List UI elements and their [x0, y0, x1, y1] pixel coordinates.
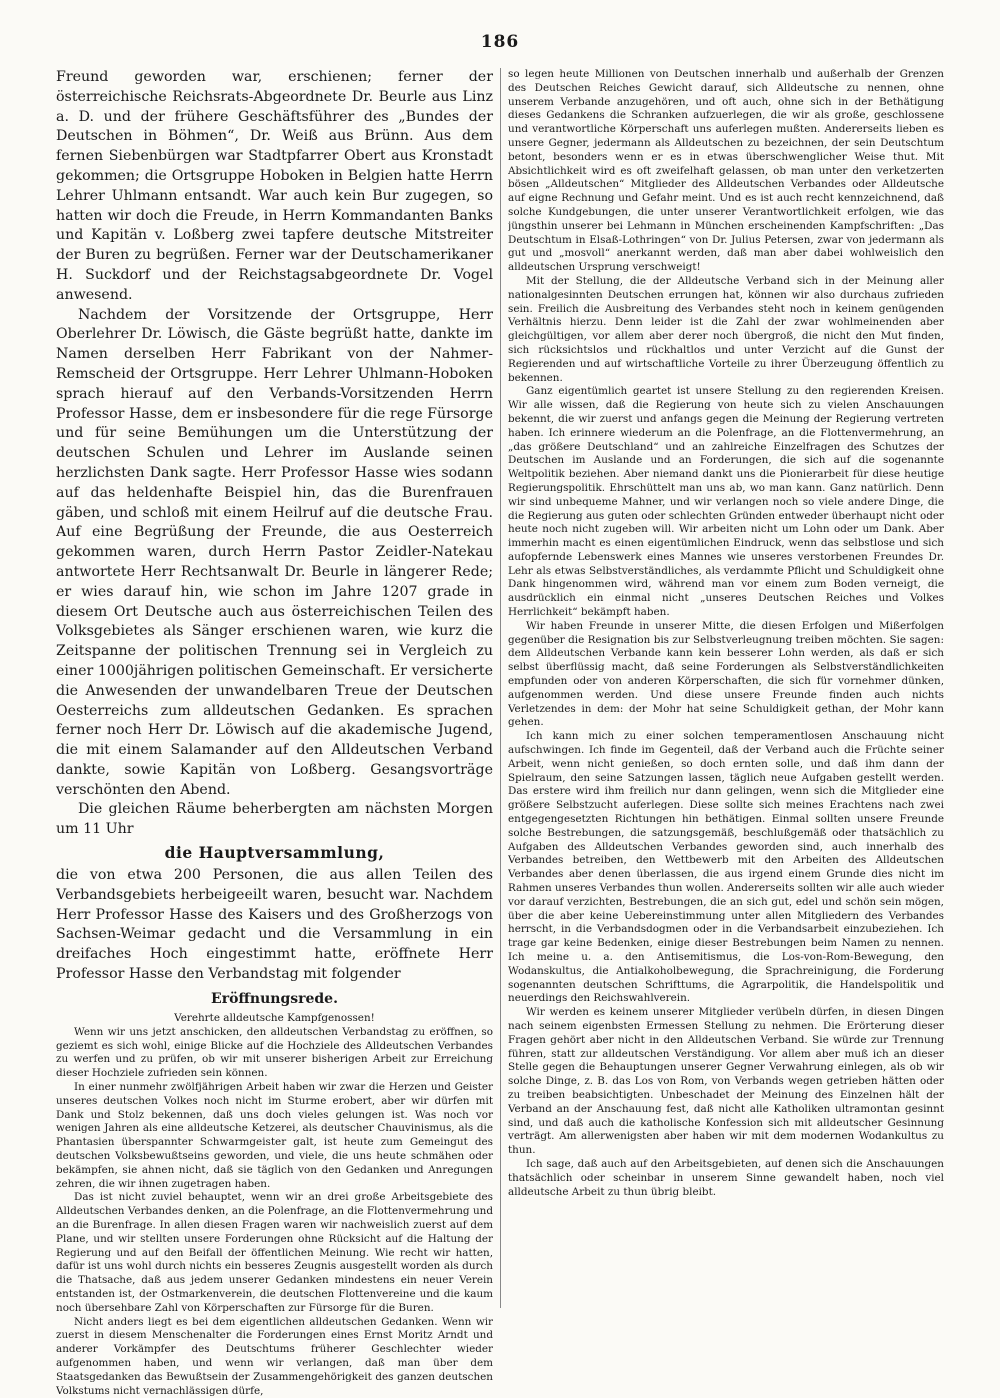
page-number: 186 — [480, 32, 520, 52]
paragraph: Nicht anders liegt es bei dem eigentlichen alldeutschen Gedanken. Wenn wir zuerst in diesem Menschenalter die Forderungen eines Ernst Moritz Arndt und anderer Vorkämpfer des Deutschtums früherer Geschlechter wieder aufgenommen haben, und wenn wir verlangen, daß man über dem Staatsgedanken das Bewußtsein der Zusammengehörigkeit des ganzen deutschen Volkstums nicht vernachlässigen dürfe, — [56, 1315, 493, 1397]
paragraph: Ganz eigentümlich geartet ist unsere Stellung zu den regierenden Kreisen. Wir alle wissen, daß die Regierung von heute sich zu vielen Anschauungen bekennt, die wir zuerst und anfangs gegen die Meinung der Regierung vertreten haben. Ich erinnere wiederum an die Polenfrage, an die Flottenvermehrung, an „das größere Deutschland“ und an zahlreiche Einzelfragen des Schutzes der Deutschen im Auslande und an Forderungen, die sich auf die sogenannte Weltpolitik beziehen. Aber niemand dankt uns die Pionierarbeit für diese heutige Regierungspolitik. Ehrschüttelt man uns ab, wo man kann. Ganz natürlich. Denn wir sind unbequeme Mahner, und wir verlangen noch so viele andere Dinge, die die Regierung aus guten oder schlechten Gründen entweder überhaupt nicht oder heute noch nicht zugeben will. Wir arbeiten nicht um Lohn oder um Dank. Aber immerhin macht es einen eigentümlichen Eindruck, wenn das selbstlose und sich aufopfernde Lebenswerk eines Mannes wie unseres verstorbenen Freundes Dr. Lehr als etwas Selbstverständliches, als verdammte Pflicht und Schuldigkeit ohne Dank hingenommen wird, während man vor einem zum Boden verneigt, die ausdrücklich ein einmal nicht „unseres Deutschen Reiches und Volkes Herrlichkeit“ bekämpft haben. — [508, 385, 944, 619]
paragraph: Das ist nicht zuviel behauptet, wenn wir an drei große Arbeitsgebiete des Alldeutschen Verbandes denken, an die Polenfrage, an die Flottenvermehrung und an die Burenfrage. In allen diesen Fragen waren wir nachweislich zuerst auf dem Plane, und wir stellten unsere Forderungen ohne Rücksicht auf die Haltung der Regierung und auf den Beifall der öffentlichen Meinung. Wie recht wir hatten, dafür ist uns wohl durch nichts ein besseres Zeugnis ausgestellt worden als durch die Thatsache, daß aus jedem unserer Gedanken mindestens ein neuer Verein entstanden ist, der Ostmarkenverein, die deutschen Flottenvereine und die kaum noch übersehbare Zahl von Körperschaften zur Fürsorge für die Buren. — [56, 1191, 493, 1314]
salutation: Verehrte alldeutsche Kampfgenossen! — [174, 1011, 375, 1024]
paragraph: Wir haben Freunde in unserer Mitte, die diesen Erfolgen und Mißerfolgen gegenüber die Resignation bis zur Selbstverleugnung treiben möchten. Sie sagen: dem Alldeutschen Verbande kann kein besserer Lohn werden, als daß er sich selbst überflüssig macht, daß seine Forderungen als Selbstverständlichkeiten empfunden oder von anderen Körperschaften, die sich für vornehmer dünken, aufgenommen werden. Und diese unsere Freunde finden auch nichts Verletzendes in dem: der Mohr hat seine Schuldigkeit gethan, der Mohr kann gehen. — [508, 619, 944, 729]
paragraph: die von etwa 200 Personen, die aus allen Teilen des Verbandsgebiets herbeigeeilt waren, besucht war. Nachdem Herr Professor Hasse des Kaisers und des Großherzogs von Sachsen-Weimar gedacht und die Versammlung in ein dreifaches Hoch eingestimmt hatte, eröffnete Herr Professor Hasse den Verbandstag mit folgender — [56, 867, 493, 983]
paragraph: Freund geworden war, erschienen; ferner der österreichische Reichsrats-Abgeordnete Dr. Beurle aus Linz a. D. und der frühere Geschäftsführer des „Bundes der Deutschen in Böhmen“, Dr. Weiß aus Brünn. Aus dem fernen Siebenbürgen war Stadtpfarrer Obert aus Kronstadt gekommen; die Ortsgruppe Hoboken in Belgien hatte Herrn Lehrer Uhlmann entsandt. War auch kein Bur zugegen, so hatten wir doch die Freude, in Herrn Kommandanten Banks und Kapitän v. Loßberg zwei tapfere deutsche Mitstreiter der Buren zu begrüßen. Ferner war der Deutschamerikaner H. Suckdorf und der Reichstagsabgeordnete Dr. Vogel anwesend. — [56, 69, 493, 303]
section-heading: die Hauptversammlung, — [164, 843, 385, 863]
right-small-text — [508, 68, 944, 1199]
right-column — [508, 68, 944, 1199]
paragraph: Mit der Stellung, die der Alldeutsche Verband sich in der Meinung aller nationalgesinnten Deutschen errungen hat, können wir also durchaus zufrieden sein. Freilich die Ausbreitung des Verbandes steht noch in keinem genügenden Verhältnis hierzu. Denn leider ist die Zahl der zwar wohlmeinenden aber gleichgültigen, vor allem aber derer noch übergroß, die nicht den Mut finden, sich rücksichtslos und rückhaltlos und unter Verzicht auf die Gunst der Regierenden und auf wirtschaftliche Vorteile zu ihrer Überzeugung öffentlich zu bekennen. — [508, 274, 944, 384]
left-large-text — [56, 68, 493, 985]
left-column — [56, 68, 493, 1398]
paragraph: Ich kann mich zu einer solchen temperamentlosen Anschauung nicht aufschwingen. Ich finde im Gegenteil, daß der Verband auch die Früchte seiner Arbeit, wenn nicht genießen, so doch ernten solle, und daß ihm dann der Spielraum, den seine Satzungen lassen, täglich neue Aufgaben gestellt werden. Das erstere wird ihm freilich nur dann gelingen, wenn sich die Mitglieder eine größere Selbstzucht auferlegen. Diese sollte sich meines Erachtens nach zwei entgegengesetzten Richtungen hin bethätigen. Einmal sollten unsere Freunde solche Bestrebungen, die satzungsgemäß, beschlußgemäß oder thatsächlich zu Aufgaben des Alldeutschen Verbandes geworden sind, auch innerhalb des Verbandes betreiben, den Wettbewerb mit den Arbeiten des Alldeutschen Verbandes aber denen überlassen, die aus irgend einem Grunde dies nicht im Rahmen unseres Verbandes thun wollen. Andererseits sollten wir alle auch wieder vor darauf verzichten, Bestrebungen, die an sich gut, edel und schön sein mögen, über die aber keine Uebereinstimmung unter allen Mitgliedern des Verbandes herrscht, in die Verbandsdogmen oder in die Verbandsarbeit einzubeziehen. Ich trage gar keine Bedenken, einige dieser Bestrebungen beim Namen zu nennen. Ich meine u. a. den Antisemitismus, die Los-von-Rom-Bewegung, den Wodanskultus, die Antialkoholbewegung, die Sprachreinigung, die Forderung sogenannten deutschen Schrifttums, die Agrarpolitik, die Handelspolitik und neuerdings den Reichswahlverein. — [508, 730, 944, 1005]
left-small-text — [56, 1026, 493, 1398]
speech-heading: Eröffnungsrede. — [211, 990, 338, 1007]
paragraph: Ich sage, daß auch auf den Arbeitsgebieten, auf denen sich die Anschauungen thatsächlich oder scheinbar in unserem Sinne gewandelt haben, noch viel alldeutsche Arbeit zu thun übrig bleibt. — [508, 1157, 944, 1198]
paragraph: so legen heute Millionen von Deutschen innerhalb und außerhalb der Grenzen des Deutschen Reiches Gewicht darauf, sich Alldeutsche zu nennen, ohne unserem Verbande anzugehören, und oft auch, ohne sich in der Bethätigung dieses Gedankens die Schranken aufzuerlegen, die wir als große, geschlossene und verantwortliche Körperschaft uns auferlegen mußten. Andererseits lieben es unsere Gegner, jedermann als Alldeutschen zu bezeichnen, der sein Deutschtum betont, besonders wenn er es in etwas überschwenglicher Weise thut. Mit Absichtlichkeit wird es oft zweifelhaft gelassen, ob man unter den verketzerten bösen „Alldeutschen“ Mitglieder des Alldeutschen Verbandes oder Alldeutsche auf eigne Rechnung und Gefahr meint. Und es ist auch recht kennzeichnend, daß solche Kundgebungen, die unter unserer Verantwortlichkeit erfolgen, wie das jüngsthin unserer bei Lehmann in München erscheinenden Kampfschriften: „Das Deutschtum in Elsaß-Lothringen“ von Dr. Julius Petersen, zwar von jedermann als gut und „mosvoll“ anerkannt werden, daß man aber dabei wohlweislich den alldeutschen Ursprung verschweigt! — [508, 68, 944, 274]
paragraph: Wir werden es keinem unserer Mitglieder verübeln dürfen, in diesen Dingen nach seinem eigenbsten Ermessen Stellung zu nehmen. Die Erörterung dieser Fragen gehört aber nicht in den Alldeutschen Verband. Sie würde zur Trennung führen, statt zur alldeutschen Verständigung. Vor allem aber muß ich an dieser Stelle gegen die Behauptungen unserer Gegner Verwahrung einlegen, als ob wir solche Dinge, z. B. das Los von Rom, von Verbands wegen getrieben hätten oder zu treiben beabsichtigten. Unbeschadet der Meinung des Einzelnen hält der Verband an der Anschauung fest, daß nicht alle Katholiken ultramontan gesinnt sind, und daß auch die katholische Konfession sich mit alldeutscher Gesinnung verträgt. Am allerwenigsten aber haben wir mit dem modernen Wodankultus zu thun. — [508, 1006, 944, 1157]
paragraph: In einer nunmehr zwölfjährigen Arbeit haben wir zwar die Herzen und Geister unseres deutschen Volkes noch nicht im Sturme erobert, aber wir dürfen mit Dank und Stolz bekennen, daß uns doch vieles gelungen ist. Was noch vor wenigen Jahren als eine alldeutsche Ketzerei, als deutscher Chauvinismus, als die Phantasien überspannter Schwarmgeister galt, ist heute zum Gemeingut des deutschen Volksbewußtseins geworden, und viele, die uns heute schmähen oder bekämpfen, sie ahnen nicht, daß sie täglich von den Gedanken und Anregungen zehren, die wir ihnen zugetragen haben. — [56, 1081, 493, 1190]
paragraph: Wenn wir uns jetzt anschicken, den alldeutschen Verbandstag zu eröffnen, so geziemt es sich wohl, einige Blicke auf die Hochziele des Alldeutschen Verbandes zu werfen und zu prüfen, ob wir mit unserer bisherigen Arbeit zur Erreichung dieser Hochziele zufrieden sein können. — [56, 1025, 493, 1080]
paragraph: Nachdem der Vorsitzende der Ortsgruppe, Herr Oberlehrer Dr. Löwisch, die Gäste begrüßt hatte, dankte im Namen derselben Herr Fabrikant von der Nahmer-Remscheid der Ortsgruppe. Herr Lehrer Uhlmann-Hoboken sprach hierauf auf den Verbands-Vorsitzenden Herrn Professor Hasse, dem er insbesondere für die rege Fürsorge und für seine Bemühungen um die Unterstützung der deutschen Schulen und Lehrer im Auslande seinen herzlichsten Dank sagte. Herr Professor Hasse wies sodann auf das heldenhafte Beispiel hin, das die Burenfrauen gäben, und schloß mit einem Heilruf auf die deutsche Frau. Auf eine Begrüßung der Freunde, die aus Oesterreich gekommen waren, durch Herrn Pastor Zeidler-Natekau antwortete Herr Rechtsanwalt Dr. Beurle in längerer Rede; er wies darauf hin, wie schon im Jahre 1207 grade in diesem Ort Deutsche auch aus österreichischen Teilen des Volksgebietes als Sänger erschienen waren, wie kurz die Zeitspanne der politischen Trennung sei in Vergleich zu einer 1000jährigen politischen Gemeinschaft. Er versicherte die Anwesenden der unwandelbaren Treue der Deutschen Oesterreichs zum alldeutschen Gedanken. Es sprachen ferner noch Herr Dr. Löwisch auf die akademische Jugend, die mit einem Salamander auf den Alldeutschen Verband dankte, sowie Kapitän von Loßberg. Gesangsvorträge verschönten den Abend. — [56, 306, 493, 798]
paragraph: Die gleichen Räume beherbergten am nächsten Morgen um 11 Uhr — [56, 801, 493, 838]
column-divider — [500, 68, 501, 1308]
